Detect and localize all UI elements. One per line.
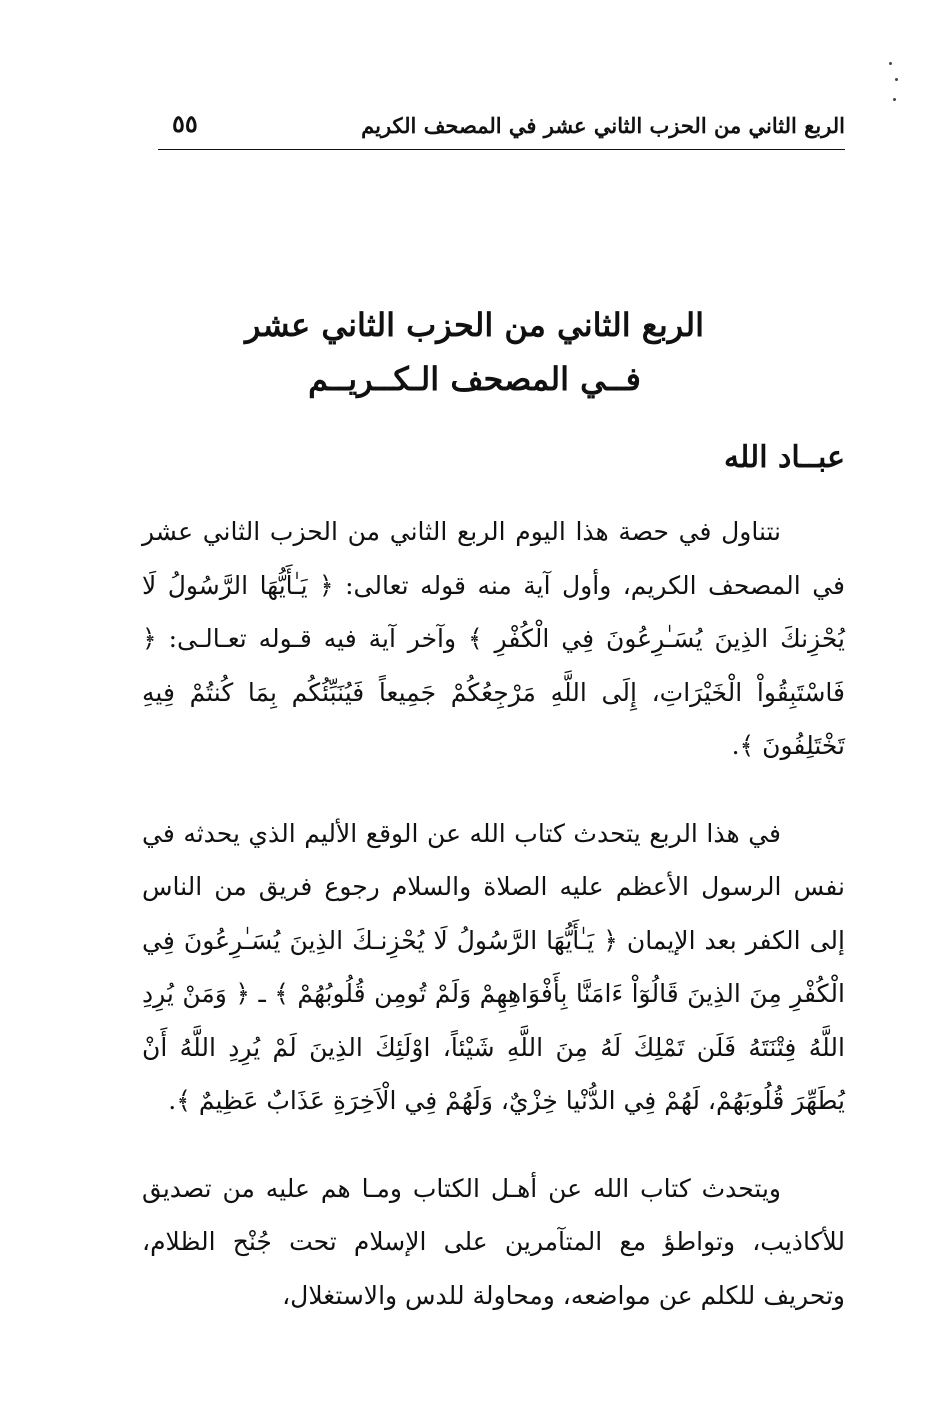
paragraph-1: نتناول في حصة هذا اليوم الربع الثاني من الحزب الثاني عشر في المصحف الكريم، وأول آية منه قوله تعالى: ﴿ يَـٰأَيُّهَا الرَّسُولُ لَا يُحْزِنكَ الذِينَ يُسَـٰرِعُونَ فِي الْكُفْرِ ﴾ وآخر آية فيه قـوله تعـالـى: ﴿ فَاسْتَبِقُواْ الْخَيْرَاتِ، إِلَى اللَّهِ مَرْجِعُكُمْ جَمِيعاً فَيُنَبِّئُكُم بِمَا كُنتُمْ فِيهِ تَخْتَلِفُونَ ﴾. bbox=[142, 517, 845, 760]
body-text bbox=[142, 505, 845, 1322]
paragraph-2: في هذا الربع يتحدث كتاب الله عن الوقع الأليم الذي يحدثه في نفس الرسول الأعظم عليه الصلاة والسلام رجوع فريق من الناس إلى الكفر بعد الإيمان ﴿ يَـٰأَيُّهَا الرَّسُولُ لَا يُحْزِنـكَ الذِينَ يُسَـٰرِعُونَ فِي الْكُفْرِ مِنَ الذِينَ قَالُوٓاْ ءَامَنَّا بِأَفْوَاهِهِمْ وَلَمْ تُومِن قُلُوبُهُمْ ﴾ ـ ﴿ وَمَنْ يُرِدِ اللَّهُ فِتْنَتَهُ فَلَن تَمْلِكَ لَهُ مِنَ اللَّهِ شَيْئاً، اوْلَئِكَ الذِينَ لَمْ يُرِدِ اللَّهُ أَنْ يُطَهِّرَ قُلُوبَهُمْ، لَهُمْ فِي الدُّنْيا خِزْيٌ، وَلَهُمْ فِي الْاَخِرَةِ عَذَابٌ عَظِيمٌ ﴾. bbox=[142, 818, 845, 1115]
page-number: ٥٥ bbox=[172, 109, 198, 138]
chapter-title bbox=[150, 298, 799, 406]
running-header bbox=[158, 103, 845, 150]
scan-speck bbox=[895, 78, 898, 81]
paragraph-3: ويتحدث كتاب الله عن أهـل الكتاب ومـا هم عليه من تصديق للأكاذيب، وتواطؤ مع المتآمرين على الإسلام تحت جُنْح الظلام، وتحريف للكلم عن مواضعه، ومحاولة للدس والاستغلال، bbox=[142, 1173, 845, 1310]
section-heading: عبــاد الله bbox=[724, 440, 845, 475]
chapter-title-line-1: الربع الثاني من الحزب الثاني عشر bbox=[244, 306, 705, 344]
scan-speck bbox=[889, 62, 892, 65]
scan-speck bbox=[893, 98, 896, 101]
running-title: الربع الثاني من الحزب الثاني عشر في المصحف الكريم bbox=[361, 113, 845, 138]
chapter-title-line-2: فــي المصحف الـكــريــم bbox=[308, 360, 641, 398]
